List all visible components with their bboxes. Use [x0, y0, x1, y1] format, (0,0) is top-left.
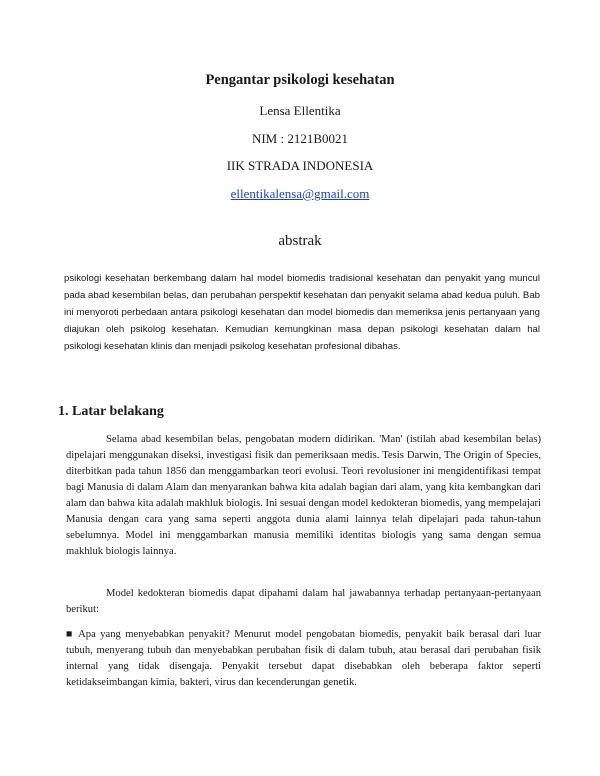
section-heading: 1. Latar belakang [58, 404, 164, 419]
bullet-item [66, 627, 541, 691]
email-link[interactable]: ellentikalensa@gmail.com [230, 186, 370, 201]
abstract-heading: abstrak [278, 233, 322, 249]
bullet-square-icon: ■ [66, 629, 75, 640]
student-id: NIM : 2121B0021 [251, 131, 349, 146]
paragraph-1: Selama abad kesembilan belas, pengobatan modern didirikan. 'Man' (istilah abad kesembilan belas) dipelajari menggunakan diseksi, investigasi fisik dan pemeriksaan medis. Tesis Darwin, The Origin of Species, diterbitkan pada tahun 1856 dan menggambarkan teori evolusi. Teori revolusioner ini mengidentifikasi tempat bagi Manusia di dalam Alam dan menyarankan bahwa kita adalah bagian dari alam, yang kita kembangkan dari alam dan bahwa kita adalah makhluk biologis. Ini sesuai dengan model kedokteran biomedis, yang mempelajari Manusia dengan cara yang sama seperti anggota dunia alami lainnya telah dipelajari pada tahun-tahun sebelumnya. Model ini menggambarkan manusia memiliki identitas biologis yang sama dengan semua makhluk biologis lainnya. [66, 434, 541, 557]
bullet-text: Apa yang menyebabkan penyakit? Menurut model pengobatan biomedis, penyakit baik berasal dari luar tubuh, menyerang tubuh dan menyebabkan perubahan fisik di dalam tubuh, atau berasal dari perubahan fisik internal yang tidak disengaja. Penyakit tersebut dapat disebabkan oleh beberapa faktor seperti ketidakseimbangan kimia, bakteri, virus dan kecenderungan genetik. [66, 629, 541, 688]
paragraph-2: Model kedokteran biomedis dapat dipahami dalam hal jawabannya terhadap pertanyaan-pertanyaan berikut: [66, 588, 541, 615]
email-line [0, 186, 600, 202]
abstract-body: psikologi kesehatan berkembang dalam hal model biomedis tradisional kesehatan dan penyakit yang muncul pada abad kesembilan belas, dan perubahan perspektif kesehatan dan penyakit selama abad kedua puluh. Bab ini menyoroti perbedaan antara psikologi kesehatan dan model biomedis dan memeriksa jenis pertanyaan yang diajukan oleh psikolog kesehatan. Kemudian kemungkinan masa depan psikologi kesehatan dalam hal psikologi kesehatan klinis dan menjadi psikolog kesehatan profesional dibahas. [64, 273, 540, 352]
institution: IIK STRADA INDONESIA [226, 158, 374, 173]
author-name: Lensa Ellentika [259, 103, 341, 118]
paper-title: Pengantar psikologi kesehatan [205, 72, 395, 88]
